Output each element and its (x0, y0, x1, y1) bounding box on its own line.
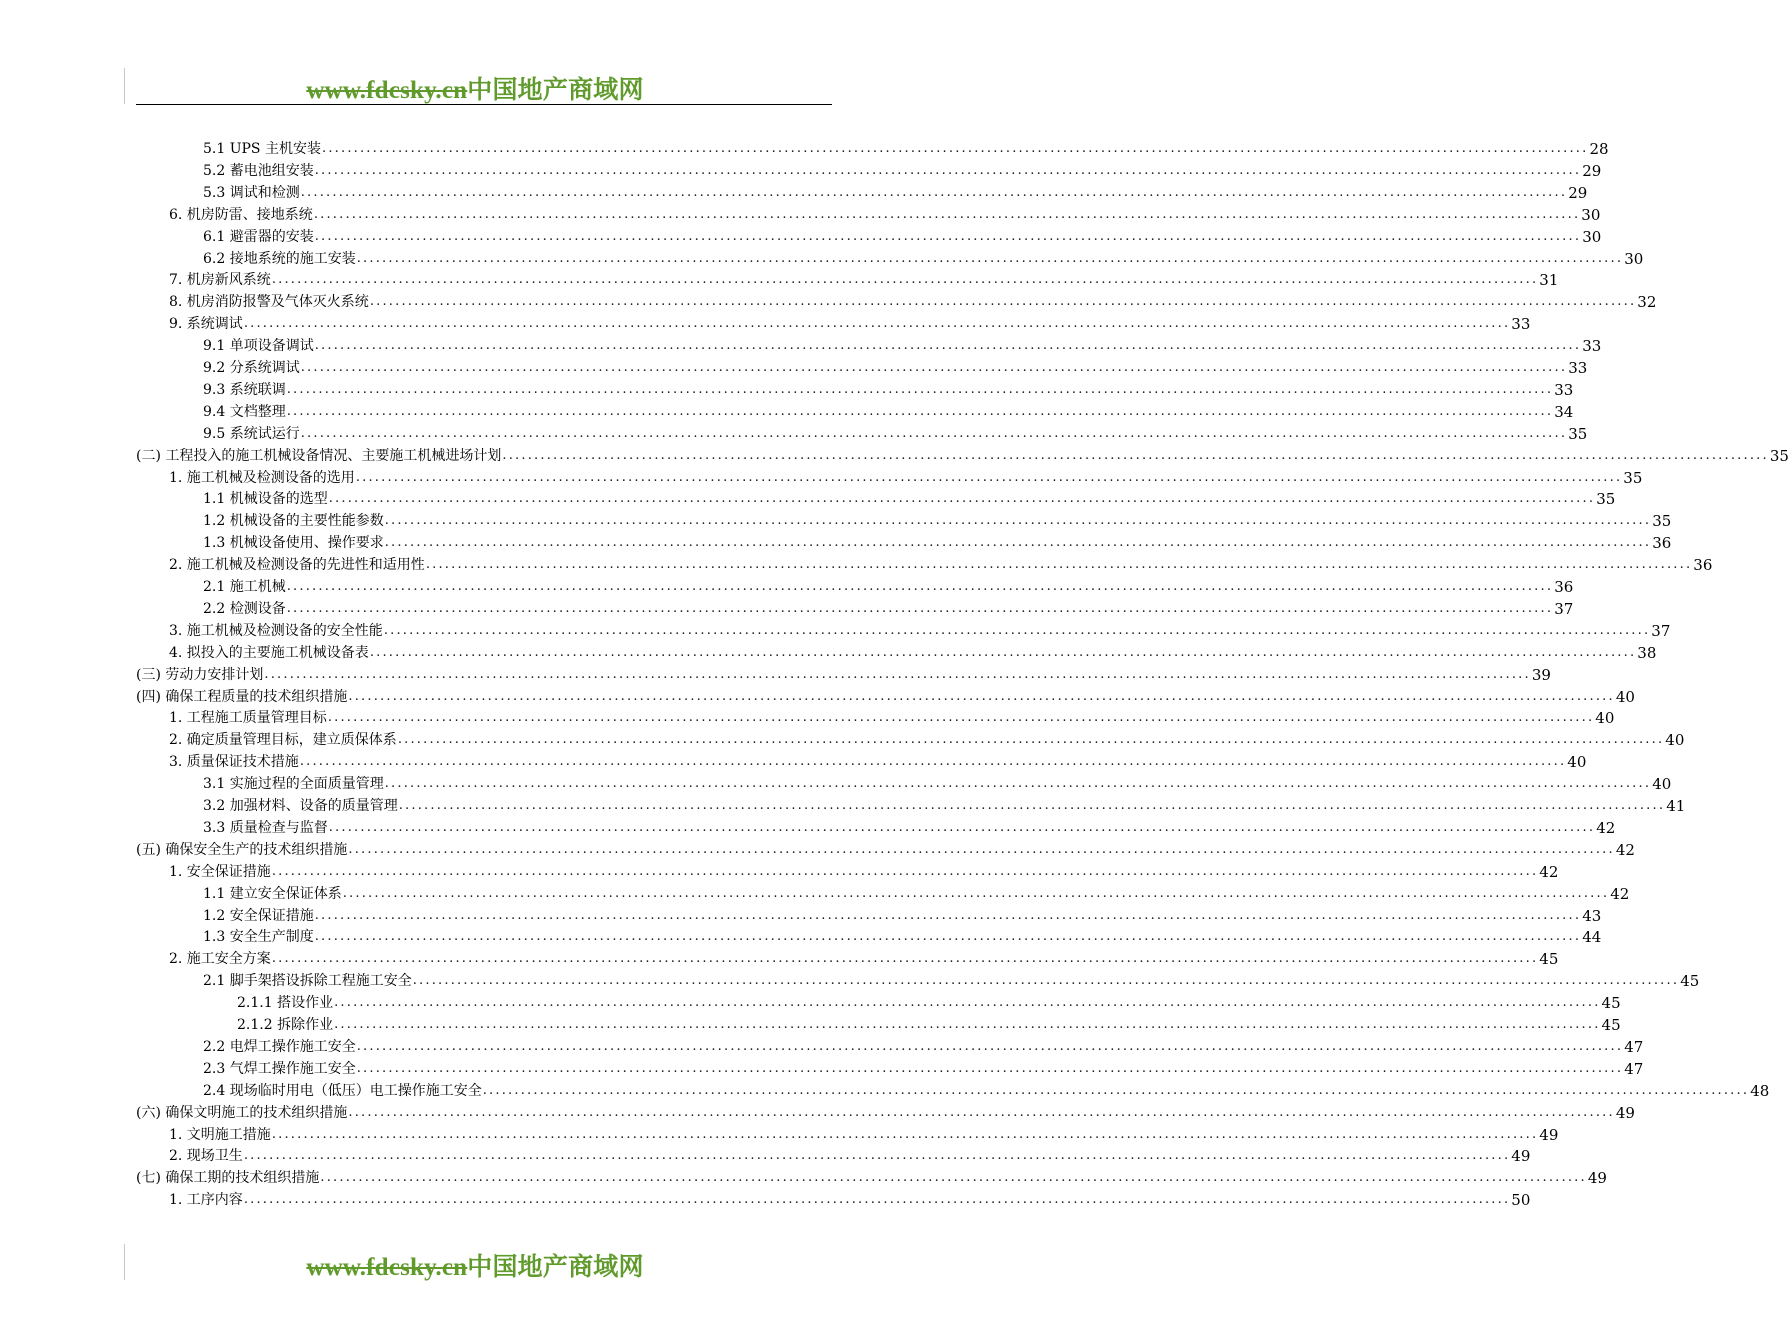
toc-dot-leader: ........................................................................................................................................................................................................ (264, 666, 1531, 682)
toc-dot-leader: ........................................................................................................................................................................................................ (314, 228, 1582, 244)
toc-entry[interactable] (203, 904, 1602, 926)
toc-entry[interactable] (169, 750, 1587, 772)
toc-dot-leader: ........................................................................................................................................................................................................ (321, 141, 1589, 156)
toc-entry-page: 50 (1511, 1191, 1531, 1210)
toc-entry-page: 42 (1610, 884, 1630, 903)
toc-dot-leader: ........................................................................................................................................................................................................ (271, 272, 1539, 288)
toc-entry[interactable] (169, 1123, 1559, 1145)
toc-entry-page: 29 (1582, 161, 1602, 180)
toc-entry-title: (五) 确保安全生产的技术组织措施 (136, 841, 348, 858)
toc-entry-page: 42 (1596, 818, 1616, 837)
toc-entry[interactable] (203, 816, 1616, 838)
toc-entry-page: 42 (1615, 840, 1635, 859)
toc-entry-title: 2. 施工安全方案 (169, 951, 271, 968)
toc-entry-page: 30 (1581, 205, 1601, 224)
toc-entry-title: 9. 系统调试 (169, 316, 243, 333)
toc-entry-title: 1. 施工机械及检测设备的选用 (169, 469, 355, 486)
toc-dot-leader: ........................................................................................................................................................................................................ (342, 885, 1610, 901)
toc-dot-leader: ........................................................................................................................................................................................................ (384, 513, 1652, 529)
toc-dot-leader: ........................................................................................................................................................................................................ (356, 250, 1624, 266)
toc-entry-page: 30 (1582, 227, 1602, 246)
toc-entry-title: 2. 施工机械及检测设备的先进性和适用性 (169, 557, 425, 574)
toc-entry-page: 40 (1665, 731, 1685, 750)
toc-entry[interactable] (203, 1057, 1644, 1079)
toc-entry[interactable] (203, 969, 1700, 991)
toc-entry[interactable] (203, 531, 1672, 553)
toc-dot-leader: ........................................................................................................................................................................................................ (243, 1192, 1511, 1208)
toc-entry-page: 45 (1601, 1016, 1621, 1034)
toc-dot-leader: ........................................................................................................................................................................................................ (314, 162, 1582, 178)
toc-dot-leader: ........................................................................................................................................................................................................ (314, 907, 1582, 923)
toc-dot-leader: ........................................................................................................................................................................................................ (384, 535, 1652, 551)
toc-entry[interactable] (136, 444, 1789, 466)
toc-entry-page: 35 (1568, 424, 1588, 443)
toc-entry[interactable] (169, 268, 1559, 290)
toc-entry-page: 31 (1539, 271, 1559, 290)
toc-entry-page: 28 (1589, 140, 1609, 158)
toc-entry[interactable] (203, 597, 1574, 619)
toc-entry-title: 1.1 机械设备的选型 (203, 491, 328, 508)
toc-entry[interactable] (203, 509, 1672, 531)
toc-dot-leader: ........................................................................................................................................................................................................ (355, 469, 1623, 485)
toc-entry[interactable] (203, 1079, 1770, 1101)
toc-dot-leader: ........................................................................................................................................................................................................ (383, 622, 1651, 638)
toc-entry-page: 49 (1511, 1147, 1531, 1166)
toc-entry-title: 9.3 系统联调 (203, 381, 286, 398)
toc-dot-leader: ........................................................................................................................................................................................................ (328, 491, 1596, 507)
toc-entry-page: 36 (1652, 534, 1672, 553)
toc-entry[interactable] (136, 663, 1551, 685)
toc-entry[interactable] (203, 772, 1672, 794)
toc-dot-leader: ........................................................................................................................................................................................................ (328, 819, 1596, 835)
toc-dot-leader: ........................................................................................................................................................................................................ (348, 841, 1615, 857)
toc-entry-page: 35 (1623, 468, 1643, 487)
header-brand (0, 70, 950, 106)
toc-entry[interactable] (169, 553, 1713, 575)
toc-entry-page: 33 (1582, 337, 1602, 356)
toc-entry-page: 44 (1582, 928, 1602, 947)
toc-entry[interactable] (203, 422, 1588, 444)
toc-entry[interactable] (169, 203, 1601, 225)
toc-dot-leader: ........................................................................................................................................................................................................ (502, 447, 1769, 463)
toc-entry-page: 40 (1567, 753, 1587, 772)
toc-entry-title: 2.1 施工机械 (203, 579, 286, 595)
toc-dot-leader: ........................................................................................................................................................................................................ (243, 1148, 1511, 1164)
toc-entry-title: 6.2 接地系统的施工安装 (203, 250, 356, 267)
toc-dot-leader: ........................................................................................................................................................................................................ (412, 973, 1680, 989)
toc-entry-page: 49 (1539, 1125, 1559, 1144)
toc-entry-page: 38 (1637, 643, 1657, 662)
toc-dot-leader: ........................................................................................................................................................................................................ (313, 206, 1581, 222)
toc-dot-leader: ........................................................................................................................................................................................................ (398, 798, 1666, 813)
toc-entry-page: 45 (1539, 950, 1559, 969)
toc-dot-leader: ........................................................................................................................................................................................................ (314, 338, 1582, 354)
toc-entry-title: 3.3 质量检查与监督 (203, 819, 328, 836)
toc-entry[interactable] (169, 860, 1559, 882)
toc-entry[interactable] (203, 247, 1644, 269)
toc-entry[interactable] (203, 137, 1609, 159)
toc-entry-page: 36 (1554, 578, 1574, 596)
toc-entry-title: 8. 机房消防报警及气体灭火系统 (169, 294, 369, 311)
toc-entry-title: 1. 安全保证措施 (169, 863, 271, 880)
toc-entry-page: 35 (1596, 490, 1616, 509)
toc-dot-leader: ........................................................................................................................................................................................................ (271, 863, 1539, 879)
toc-entry-page: 29 (1568, 183, 1588, 202)
toc-dot-leader: ........................................................................................................................................................................................................ (286, 579, 1554, 594)
footer-site-url[interactable]: www.fdcsky.cn (306, 1254, 468, 1281)
toc-entry-title: 2.1.1 搭设作业 (237, 995, 334, 1012)
toc-entry-title: 2.2 电焊工操作施工安全 (203, 1038, 356, 1055)
toc-entry-title: 2. 现场卫生 (169, 1148, 243, 1165)
toc-entry-title: 2.1 脚手架搭设拆除工程施工安全 (203, 973, 412, 990)
toc-entry-title: 6.1 避雷器的安装 (203, 228, 314, 245)
toc-entry-page: 35 (1652, 512, 1672, 531)
toc-entry-title: 3. 质量保证技术措施 (169, 754, 299, 771)
toc-entry-title: 2.3 气焊工操作施工安全 (203, 1060, 356, 1077)
toc-entry[interactable] (203, 159, 1602, 181)
toc-dot-leader: ........................................................................................................................................................................................................ (243, 316, 1511, 332)
toc-entry[interactable] (203, 1035, 1644, 1057)
toc-entry-page: 49 (1615, 1103, 1635, 1122)
toc-dot-leader: ........................................................................................................................................................................................................ (300, 184, 1568, 200)
toc-dot-leader: ........................................................................................................................................................................................................ (482, 1082, 1750, 1098)
toc-entry-title: 1.2 机械设备的主要性能参数 (203, 513, 384, 530)
toc-entry-title: 9.5 系统试运行 (203, 425, 300, 442)
toc-entry[interactable] (203, 575, 1574, 597)
toc-entry[interactable] (169, 619, 1671, 641)
toc-entry-title: 5.3 调试和检测 (203, 184, 300, 201)
toc-entry-title: 1.2 安全保证措施 (203, 907, 314, 924)
toc-dot-leader: ........................................................................................................................................................................................................ (314, 929, 1582, 945)
toc-entry-title: 2. 确定质量管理目标，建立质保体系 (169, 732, 397, 749)
toc-entry[interactable] (169, 290, 1657, 312)
toc-entry-title: 1.3 安全生产制度 (203, 929, 314, 946)
toc-entry-title: (四) 确保工程质量的技术组织措施 (136, 688, 348, 705)
toc-entry-page: 47 (1624, 1037, 1644, 1056)
toc-entry-page: 43 (1582, 906, 1602, 925)
toc-dot-leader: ........................................................................................................................................................................................................ (334, 1017, 1601, 1032)
toc-entry[interactable] (203, 487, 1616, 509)
header-rule (136, 104, 832, 105)
toc-entry-title: 3.2 加强材料、设备的质量管理 (203, 798, 398, 814)
toc-entry-page: 45 (1680, 972, 1700, 991)
footer-brand (0, 1247, 950, 1283)
toc-dot-leader: ........................................................................................................................................................................................................ (348, 688, 1615, 704)
toc-dot-leader: ........................................................................................................................................................................................................ (286, 600, 1554, 616)
toc-entry-title: 3.1 实施过程的全面质量管理 (203, 776, 384, 793)
toc-entry-page: 40 (1595, 709, 1615, 728)
toc-entry[interactable] (136, 685, 1635, 707)
toc-dot-leader: ........................................................................................................................................................................................................ (369, 644, 1637, 660)
toc-entry[interactable] (136, 1101, 1635, 1123)
toc-entry-title: (六) 确保文明施工的技术组织措施 (136, 1104, 348, 1121)
toc-dot-leader: ........................................................................................................................................................................................................ (397, 732, 1665, 748)
toc-entry-page: 47 (1624, 1059, 1644, 1078)
toc-entry[interactable] (169, 466, 1643, 488)
toc-dot-leader: ........................................................................................................................................................................................................ (327, 710, 1595, 726)
toc-dot-leader: ........................................................................................................................................................................................................ (334, 995, 1601, 1011)
toc-entry-page: 35 (1769, 446, 1789, 465)
toc-entry-page: 49 (1587, 1169, 1607, 1188)
toc-entry[interactable] (136, 838, 1635, 860)
toc-entry-title: 1. 工程施工质量管理目标 (169, 710, 327, 727)
toc-entry-title: 1. 文明施工措施 (169, 1126, 271, 1143)
toc-entry[interactable] (203, 181, 1588, 203)
toc-entry-title: 5.1 UPS 主机安装 (203, 141, 321, 157)
toc-entry-title: 5.2 蓄电池组安装 (203, 162, 314, 179)
toc-entry-title: 1.3 机械设备使用、操作要求 (203, 535, 384, 552)
toc-entry[interactable] (169, 312, 1531, 334)
toc-dot-leader: ........................................................................................................................................................................................................ (356, 1060, 1624, 1076)
toc-entry[interactable] (169, 706, 1615, 728)
toc-dot-leader: ........................................................................................................................................................................................................ (271, 1126, 1539, 1142)
toc-entry-title: 9.4 文档整理 (203, 403, 286, 420)
toc-entry-page: 32 (1637, 293, 1657, 312)
toc-entry-page: 42 (1539, 862, 1559, 881)
toc-entry[interactable] (169, 641, 1657, 663)
toc-entry-title: 2.4 现场临时用电（低压）电工操作施工安全 (203, 1082, 482, 1099)
toc-entry-page: 33 (1511, 315, 1531, 334)
toc-entry[interactable] (203, 925, 1602, 947)
toc-entry-title: 3. 施工机械及检测设备的安全性能 (169, 622, 383, 639)
toc-dot-leader: ........................................................................................................................................................................................................ (300, 425, 1568, 441)
toc-entry-title: 1.1 建立安全保证体系 (203, 885, 342, 902)
toc-entry-page: 34 (1554, 402, 1574, 421)
toc-entry[interactable] (203, 882, 1630, 904)
toc-entry-title: 9.1 单项设备调试 (203, 338, 314, 355)
toc-dot-leader: ........................................................................................................................................................................................................ (300, 360, 1568, 375)
toc-entry-title: 2.2 检测设备 (203, 600, 286, 617)
toc-dot-leader: ........................................................................................................................................................................................................ (286, 403, 1554, 419)
toc-entry-page: 41 (1666, 797, 1686, 815)
footer-site-name: 中国地产商域网 (467, 1254, 644, 1281)
toc-dot-leader: ........................................................................................................................................................................................................ (271, 951, 1539, 967)
toc-entry-page: 33 (1568, 359, 1588, 377)
toc-entry-page: 36 (1693, 556, 1713, 575)
toc-entry-title: 1. 工序内容 (169, 1192, 243, 1209)
toc-dot-leader: ........................................................................................................................................................................................................ (348, 1104, 1615, 1120)
toc-dot-leader: ........................................................................................................................................................................................................ (299, 754, 1567, 770)
toc-entry[interactable] (169, 1188, 1531, 1210)
toc-dot-leader: ........................................................................................................................................................................................................ (320, 1170, 1587, 1186)
toc-entry[interactable] (203, 794, 1686, 816)
toc-entry[interactable] (203, 356, 1588, 378)
toc-entry[interactable] (237, 991, 1621, 1013)
toc-dot-leader: ........................................................................................................................................................................................................ (286, 381, 1554, 397)
toc-dot-leader: ........................................................................................................................................................................................................ (369, 294, 1637, 310)
toc-entry-page: 37 (1651, 621, 1671, 640)
toc-entry-page: 33 (1554, 380, 1574, 399)
toc-entry-page: 40 (1615, 687, 1635, 706)
toc-entry-title: 4. 拟投入的主要施工机械设备表 (169, 644, 369, 661)
toc-entry[interactable] (136, 1166, 1607, 1188)
toc-entry[interactable] (203, 225, 1602, 247)
toc-entry[interactable] (169, 1144, 1531, 1166)
toc-entry-page: 48 (1750, 1081, 1770, 1100)
toc-dot-leader: ........................................................................................................................................................................................................ (425, 557, 1693, 573)
toc-entry-title: 6. 机房防雷、接地系统 (169, 206, 313, 223)
toc-entry-page: 30 (1624, 249, 1644, 268)
toc-entry-title: 2.1.2 拆除作业 (237, 1017, 334, 1033)
toc-entry-page: 45 (1601, 994, 1621, 1013)
toc-entry-page: 39 (1531, 665, 1551, 684)
toc-entry[interactable] (203, 400, 1574, 422)
toc-entry-page: 37 (1554, 599, 1574, 618)
toc-entry[interactable] (203, 378, 1574, 400)
toc-entry[interactable] (203, 334, 1602, 356)
toc-entry-title: 9.2 分系统调试 (203, 360, 300, 376)
toc-entry-title: (二) 工程投入的施工机械设备情况、主要施工机械进场计划 (136, 447, 502, 464)
toc-entry-title: 7. 机房新风系统 (169, 272, 271, 289)
toc-dot-leader: ........................................................................................................................................................................................................ (384, 776, 1652, 792)
toc-entry[interactable] (237, 1013, 1621, 1035)
toc-dot-leader: ........................................................................................................................................................................................................ (356, 1038, 1624, 1054)
header-site-name: 中国地产商域网 (467, 77, 644, 104)
toc-entry[interactable] (169, 947, 1559, 969)
toc-entry-title: (七) 确保工期的技术组织措施 (136, 1170, 320, 1187)
toc-entry-title: (三) 劳动力安排计划 (136, 666, 264, 683)
toc-entry[interactable] (169, 728, 1685, 750)
toc-entry-page: 40 (1652, 775, 1672, 794)
header-site-url[interactable]: www.fdcsky.cn (306, 77, 468, 104)
